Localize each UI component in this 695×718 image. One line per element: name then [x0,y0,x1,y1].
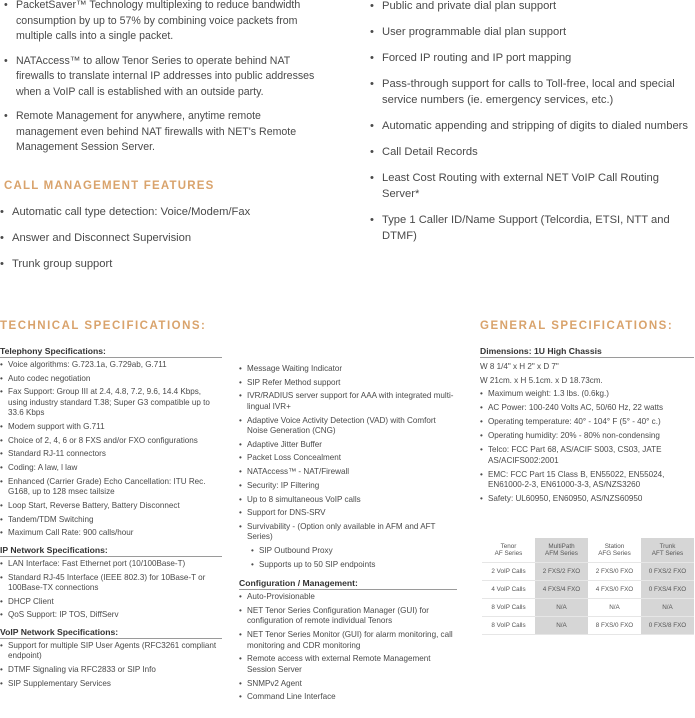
top-right-feature-list [370,0,695,254]
table-cell: 8 FXS/0 FXO [588,617,641,635]
ip-network-specs-list [0,559,222,621]
header-line: Trunk [659,542,676,550]
table-header-cell [535,538,588,563]
list-item: • Tandem/TDM Switching [0,515,222,526]
list-item: • SIP Refer Method support [239,378,457,389]
table-cell: 2 FXS/0 FXO [588,563,641,581]
list-item: • Trunk group support [0,256,330,272]
list-item: • Telco: FCC Part 68, AS/ACIF S003, CS03, JATE AS/ACIFS002:2001 [480,445,694,466]
header-line: AFG Series [598,550,631,557]
list-item: • Remote Management for anywhere, anytime remote management even behind NAT firewalls with NET's Remote Management Session Server. [4,109,322,156]
list-item: • Operating temperature: 40° - 104° F (5° - 40° c.) [480,417,694,428]
list-item: • Maximum Call Rate: 900 calls/hour [0,528,222,539]
list-item: • Fax Support: Group III at 2.4, 4.8, 7.2, 9.6, 14.4 Kbps, using industry standard T.38; Super G3 compatible up to 33.6 Kbps [0,387,222,419]
list-item: • Security: IP Filtering [239,481,457,492]
table-cell: N/A [641,599,694,617]
table-header-cell [588,538,641,563]
call-management-heading: CALL MANAGEMENT FEATURES [4,180,215,192]
list-item: • Loop Start, Reverse Battery, Battery Disconnect [0,501,222,512]
tech-column-2 [239,364,457,706]
top-left-feature-list [4,0,322,165]
table-row [482,563,694,581]
list-item: • Command Line Interface [239,692,457,703]
list-item: • Auto-Provisionable [239,592,457,603]
table-cell: 0 FXS/8 FXO [641,617,694,635]
list-item: • Automatic appending and stripping of digits to dialed numbers [370,118,695,134]
list-item: • Supports up to 50 SIP endpoints [251,560,457,571]
list-item: • Operating humidity: 20% - 80% non-condensing [480,431,694,442]
list-item: • Standard RJ-11 connectors [0,449,222,460]
list-item: • NATAccess™ - NAT/Firewall [239,467,457,478]
list-item: • IVR/RADIUS server support for AAA with integrated multi-lingual IVR+ [239,391,457,412]
table-row [482,581,694,599]
general-specs-column [480,346,694,508]
list-item: • DTMF Signaling via RFC2833 or SIP Info [0,665,222,676]
header-line: AFM Series [545,550,578,557]
header-line: AFT Series [651,550,684,557]
dimensions-metric: W 21cm. x H 5.1cm. x D 18.73cm. [480,376,603,385]
list-item: • Pass-through support for calls to Toll-free, local and special service numbers (ie. emergency services, etc.) [370,76,695,108]
general-specs-heading: GENERAL SPECIFICATIONS: [480,320,674,332]
dimensions-imperial: W 8 1/4" x H 2" x D 7" [480,362,559,371]
general-specs-list [480,389,694,505]
table-cell: 2 VoIP Calls [482,563,535,581]
series-comparison-table [482,538,694,635]
list-item: • Support for DNS-SRV [239,508,457,519]
list-item: • Maximum weight: 1.3 lbs. (0.6kg.) [480,389,694,400]
header-line: Tenor [500,542,517,550]
list-item: • LAN Interface: Fast Ethernet port (10/100Base-T) [0,559,222,570]
divider [480,357,694,358]
divider [0,638,222,639]
table-row [482,599,694,617]
telephony-specs-list [0,360,222,539]
voip-network-specs-list [0,641,222,689]
list-item: • Adaptive Voice Activity Detection (VAD) with Comfort Noise Generation (CNG) [239,416,457,437]
dimensions-title: Dimensions: 1U High Chassis [480,346,602,356]
table-cell: 4 FXS/4 FXO [535,581,588,599]
table-cell: N/A [588,599,641,617]
list-item: • EMC: FCC Part 15 Class B, EN55022, EN55024, EN61000-2-3, EN61000-3-3, AS/NZS3260 [480,470,694,491]
list-item: • Least Cost Routing with external NET VoIP Call Routing Server* [370,170,695,202]
table-row [482,617,694,635]
table-cell: 8 VoIP Calls [482,599,535,617]
table-header-cell [641,538,694,563]
table-cell: 0 FXS/4 FXO [641,581,694,599]
config-management-list [239,592,457,702]
list-item: • Coding: A law, l law [0,463,222,474]
list-item: • Forced IP routing and IP port mapping [370,50,695,66]
header-line: MultiPath [548,542,575,550]
list-item: • SIP Supplementary Services [0,679,222,690]
list-item: • DHCP Client [0,597,222,608]
table-cell: N/A [535,599,588,617]
header-line: AF Series [494,550,523,557]
list-item: • Survivability - (Option only available in AFM and AFT Series) [239,522,457,543]
list-item: • SNMPv2 Agent [239,679,457,690]
divider [0,357,222,358]
list-item: • Type 1 Caller ID/Name Support (Telcordia, ETSI, NTT and DTMF) [370,212,695,244]
voip-network-specs-title: VoIP Network Specifications: [0,626,119,637]
list-item: • Support for multiple SIP User Agents (RFC3261 compliant endpoint) [0,641,222,662]
list-item: • Voice algorithms: G.723.1a, G.729ab, G.711 [0,360,222,371]
list-item: • AC Power: 100-240 Volts AC, 50/60 Hz, 22 watts [480,403,694,414]
list-item: • User programmable dial plan support [370,24,695,40]
list-item: • NET Tenor Series Configuration Manager (GUI) for configuration of remote individual Tenors [239,606,457,627]
telephony-specs-title: Telephony Specifications: [0,346,106,356]
list-item: • Safety: UL60950, EN60950, AS/NZS60950 [480,494,694,505]
list-item: • Choice of 2, 4, 6 or 8 FXS and/or FXO configurations [0,436,222,447]
tech-column-1 [0,346,222,693]
table-cell: N/A [535,617,588,635]
divider [239,589,457,590]
list-item: • Automatic call type detection: Voice/Modem/Fax [0,204,330,220]
list-item: • NET Tenor Series Monitor (GUI) for alarm monitoring, call monitoring and CDR monitoring [239,630,457,651]
table-header-cell [482,538,535,563]
list-item: • Remote access with external Remote Management Session Server [239,654,457,675]
list-item: • Standard RJ-45 Interface (IEEE 802.3) for 10Base-T or 100Base-TX connections [0,573,222,594]
table-cell: 8 VoIP Calls [482,617,535,635]
table-header-row [482,538,694,563]
list-item: • Answer and Disconnect Supervision [0,230,330,246]
list-item: • Packet Loss Concealment [239,453,457,464]
divider [0,556,222,557]
table-cell: 2 FXS/2 FXO [535,563,588,581]
table-cell: 4 VoIP Calls [482,581,535,599]
table-cell: 4 FXS/0 FXO [588,581,641,599]
list-item: • Up to 8 simultaneous VoIP calls [239,495,457,506]
list-item: • QoS Support: IP TOS, DiffServ [0,610,222,621]
technical-specs-heading: TECHNICAL SPECIFICATIONS: [0,320,207,332]
list-item: • NATAccess™ to allow Tenor Series to operate behind NAT firewalls to translate internal IP addresses into public addresses when a VoIP call is established with an outside party. [4,54,322,101]
table-cell: 0 FXS/2 FXO [641,563,694,581]
list-item: • Public and private dial plan support [370,0,695,14]
call-management-list [0,204,330,282]
list-item: • Auto codec negotiation [0,374,222,385]
list-item: • Adaptive Jitter Buffer [239,440,457,451]
list-item: • SIP Outbound Proxy [251,546,457,557]
list-item: • Message Waiting Indicator [239,364,457,375]
config-management-title: Configuration / Management: [239,578,358,589]
list-item: • Enhanced (Carrier Grade) Echo Cancellation: ITU Rec. G168, up to 128 msec tailsize [0,477,222,498]
ip-network-specs-title: IP Network Specifications: [0,544,108,555]
list-item: • PacketSaver™ Technology multiplexing to reduce bandwidth consumption by up to 57% by combining voice packets from multiple calls into a single packet. [4,0,322,45]
list-item: • Modem support with G.711 [0,422,222,433]
voip-network-specs-list-cont [239,364,457,570]
header-line: Station [604,542,625,550]
list-item: • Call Detail Records [370,144,695,160]
